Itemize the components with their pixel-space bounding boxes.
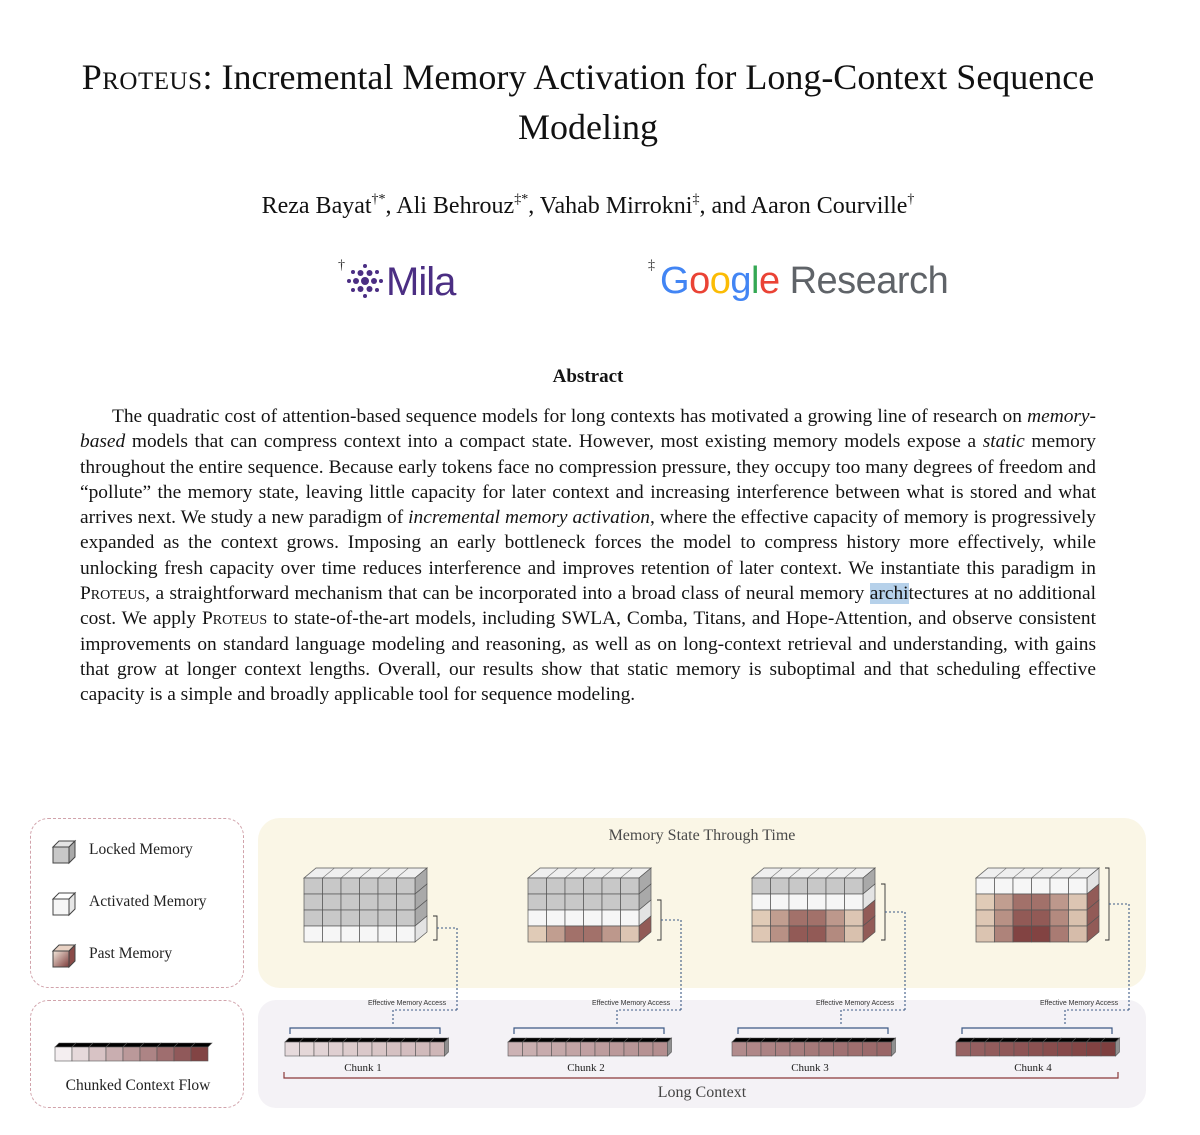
context-block [1087,1042,1102,1056]
memory-cell [808,894,827,910]
legend-label: Locked Memory [89,841,193,858]
context-block [552,1042,567,1056]
memory-cell [602,926,621,942]
author-marks: ‡* [514,192,529,207]
long-context-label: Long Context [657,1084,747,1101]
context-block [387,1042,402,1056]
memory-cell [771,910,790,926]
memory-cell [845,894,864,910]
memory-cell [360,878,379,894]
memory-cell [789,926,808,942]
memory-bracket [433,916,437,940]
context-block [834,1042,849,1056]
author-separator: , and [699,193,751,219]
context-block [624,1042,639,1056]
context-block [508,1042,523,1056]
memory-cell [378,926,397,942]
author-marks: †* [371,192,386,207]
memory-cell [323,910,342,926]
memory-cell [789,910,808,926]
context-block [1072,1042,1087,1056]
memory-cell [584,894,603,910]
chunk-label: Chunk 1 [344,1062,382,1074]
memory-cell [1032,926,1051,942]
memory-cell [547,910,566,926]
chunk-label: Chunk 2 [567,1062,605,1074]
context-block [1029,1042,1044,1056]
memory-cell [808,926,827,942]
context-block [595,1042,610,1056]
context-block [1058,1042,1073,1056]
abstract-text: , a straightforward mechanism that can be incorporated into a broad class of neural memory [145,583,870,605]
abstract-text: memory throughout the entire sequence. Because early tokens face no compression pressure, they occupy too many degrees of freedom and “pollute” the memory state, leaving little capacity for later context and increasing interference between what is stored and what arrives next. We study a new paradigm of [80,431,1097,529]
memory-cell [1069,910,1088,926]
memory-cell [845,926,864,942]
context-block [401,1042,416,1056]
memory-cell [341,926,360,942]
memory-cell [547,894,566,910]
memory-cell [360,894,379,910]
author-name: Ali Behrouz [396,193,515,219]
context-block [776,1042,791,1056]
memory-cell [323,926,342,942]
memory-cell [1050,878,1069,894]
memory-cell [528,894,547,910]
effective-memory-access-label: Effective Memory Access [368,1000,447,1007]
title-rest: : Incremental Memory Activation for Long-Context Sequence Modeling [202,57,1095,147]
context-block [610,1042,625,1056]
context-block [971,1042,986,1056]
memory-cell [397,926,416,942]
chunk-label: Chunk 3 [791,1062,829,1074]
chunk-label: Chunk 4 [1014,1062,1052,1074]
effective-access-connector [661,920,681,1010]
memory-cell [602,878,621,894]
author-name: Aaron Courville [750,193,908,219]
context-block [416,1042,431,1056]
context-block [523,1042,538,1056]
memory-cell [826,910,845,926]
memory-cell [378,910,397,926]
memory-cell [995,878,1014,894]
memory-cell [771,926,790,942]
abstract-text: models that can compress context into a compact state. However, most existing memory models expose a [125,431,983,453]
context-block [314,1042,329,1056]
effective-access-connector [841,1010,905,1026]
context-block [653,1042,668,1056]
chunk-range-bracket [290,1028,440,1034]
memory-cell [565,894,584,910]
effective-memory-access-label: Effective Memory Access [1040,1000,1119,1007]
memory-cell [547,926,566,942]
memory-cell [341,910,360,926]
context-block [343,1042,358,1056]
title-proteus-smallcaps: Proteus [81,57,203,97]
abstract-emphasis: memory-based [80,406,1096,453]
effective-memory-access-label: Effective Memory Access [816,1000,895,1007]
memory-cell [995,926,1014,942]
memory-cell [528,926,547,942]
memory-cell [304,894,323,910]
context-block [985,1042,1000,1056]
memory-cell [1032,878,1051,894]
memory-cell [621,910,640,926]
chunk-range-bracket [514,1028,664,1034]
memory-cell [528,878,547,894]
memory-cell [397,894,416,910]
memory-cell [752,926,771,942]
memory-cell [808,878,827,894]
author-separator: , [385,193,397,219]
context-block [372,1042,387,1056]
memory-cell [1069,926,1088,942]
context-block [1000,1042,1015,1056]
affiliation-mark: ‡ [648,258,655,273]
effective-access-connector [437,928,457,1010]
memory-cell [1013,894,1032,910]
memory-cell [341,878,360,894]
context-chunk-strip [956,1028,1120,1056]
context-chunk-strip [285,1028,449,1056]
memory-cell [1069,878,1088,894]
context-block [863,1042,878,1056]
memory-cell [397,878,416,894]
effective-memory-access-label: Effective Memory Access [592,1000,671,1007]
memory-cell [1013,878,1032,894]
context-block [848,1042,863,1056]
memory-cell [826,894,845,910]
abstract-emphasis: static [982,431,1025,453]
memory-cell [789,894,808,910]
memory-cell [378,878,397,894]
memory-cell [360,926,379,942]
memory-cell [1050,926,1069,942]
abstract-proteus-smallcaps: Proteus [201,608,268,630]
memory-cell [808,910,827,926]
memory-cell [621,926,640,942]
context-block [747,1042,762,1056]
context-block [537,1042,552,1056]
memory-cell [565,878,584,894]
effective-access-connector [885,912,905,1010]
abstract-heading: Abstract [552,366,624,387]
context-block [566,1042,581,1056]
context-block [956,1042,971,1056]
memory-cell [789,878,808,894]
memory-cell [565,926,584,942]
chunk-range-bracket [738,1028,888,1034]
abstract-emphasis: incremental memory activation [408,507,651,529]
abstract-text: to state-of-the-art models, including SWLA, Comba, Titans, and Hope-Attention, and observe consistent improvements on standard language modeling and reasoning, as well as on long-context retrieval and understanding, with gains that grow at longer context lengths. Overall, our results show that static memory is suboptimal and that scheduling effective capacity is a simple and broadly applicable tool for sequence modeling. [80,608,1096,706]
memory-cell [584,910,603,926]
memory-cell [565,910,584,926]
memory-state-title: Memory State Through Time [608,827,796,844]
legend-label: Activated Memory [89,893,207,910]
memory-cell [771,894,790,910]
memory-cell [826,878,845,894]
memory-cell [752,894,771,910]
context-block [877,1042,892,1056]
memory-cell [584,926,603,942]
memory-cell [1069,894,1088,910]
memory-cell [1032,894,1051,910]
text-selection-highlight[interactable]: archi [869,583,909,605]
affiliation-mark: † [338,258,345,273]
context-chunk-strip [508,1028,672,1056]
memory-cell [1032,910,1051,926]
memory-cell [528,910,547,926]
memory-cell [304,910,323,926]
memory-bracket [881,884,885,940]
memory-cell [1013,926,1032,942]
author-name: Reza Bayat [261,193,372,219]
memory-cell [976,926,995,942]
memory-cell [995,894,1014,910]
context-block [1014,1042,1029,1056]
context-block [819,1042,834,1056]
memory-cell [976,894,995,910]
memory-cell [621,878,640,894]
memory-bracket [1105,868,1109,940]
memory-bracket [657,900,661,940]
context-block [805,1042,820,1056]
memory-cell [752,910,771,926]
context-block [285,1042,300,1056]
memory-cell [547,878,566,894]
memory-cell [976,910,995,926]
memory-cell [602,910,621,926]
context-block [790,1042,805,1056]
memory-cell [304,878,323,894]
context-block [639,1042,654,1056]
abstract-text: tectures at no additional cost. We apply [80,583,1096,630]
memory-cell [976,878,995,894]
context-block [1043,1042,1058,1056]
memory-cell [771,878,790,894]
context-block [732,1042,747,1056]
context-block [1101,1042,1116,1056]
context-block [430,1042,445,1056]
author-marks: † [907,192,915,207]
abstract-text: The quadratic cost of attention-based sequence models for long contexts has motivated a growing line of research on [112,406,1028,427]
context-block [358,1042,373,1056]
memory-cell [845,878,864,894]
mila-wordmark: Mila [386,260,456,304]
effective-access-connector [617,1010,681,1026]
author-marks: ‡ [692,192,700,207]
memory-cell [752,878,771,894]
memory-cell [826,926,845,942]
memory-cell [584,878,603,894]
memory-cell [341,894,360,910]
memory-cell [1013,910,1032,926]
abstract-text: , where the effective capacity of memory is progressively expanded as the context grows. Imposing an early bottleneck forces the model to compress history more effectively, while unlocking fresh capacity over time reduces interference and improves retention of later context. We instantiate this paradigm in [80,507,1096,579]
context-block [300,1042,315,1056]
google-research-wordmark: Google Research [660,260,949,302]
memory-cell [845,910,864,926]
context-block [761,1042,776,1056]
memory-cell [602,894,621,910]
memory-cell [995,910,1014,926]
memory-cell [378,894,397,910]
memory-cell [360,910,379,926]
chunk-range-bracket [962,1028,1112,1034]
memory-cell [323,878,342,894]
author-separator: , [528,193,540,219]
chunked-context-label: Chunked Context Flow [65,1077,211,1094]
memory-cell [1050,894,1069,910]
memory-cell [1050,910,1069,926]
context-block [329,1042,344,1056]
effective-access-connector [1109,904,1129,1010]
memory-cell [621,894,640,910]
memory-cell [304,926,323,942]
memory-cell [397,910,416,926]
legend-label: Past Memory [89,945,173,962]
effective-access-connector [393,1010,457,1026]
author-name: Vahab Mirrokni [539,193,693,219]
context-block [581,1042,596,1056]
context-chunk-strip [732,1028,896,1056]
effective-access-connector [1065,1010,1129,1026]
memory-cell [323,894,342,910]
abstract-proteus-smallcaps: Proteus [80,583,146,605]
